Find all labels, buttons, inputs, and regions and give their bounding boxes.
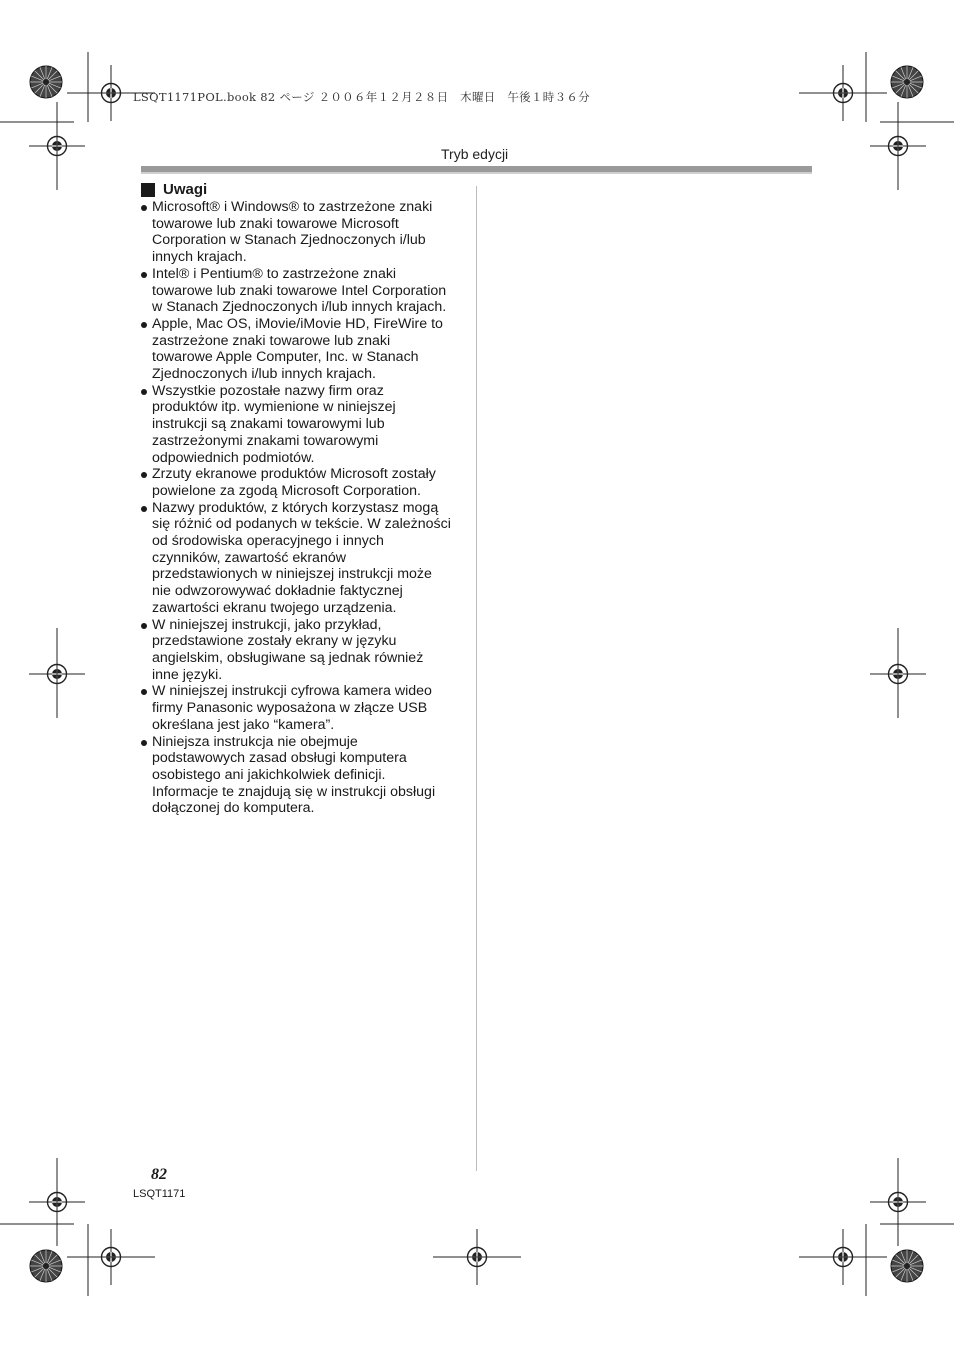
note-item <box>141 266 471 316</box>
notes-heading-text: Uwagi <box>163 181 208 198</box>
note-item <box>141 316 471 383</box>
print-header: LSQT1171POL.book 82 ページ ２００６年１２月２８日 木曜日 午後１時３６分 <box>133 90 590 104</box>
bullet-icon <box>141 506 147 512</box>
note-line: Microsoft® i Windows® to zastrzeżone znaki <box>152 199 433 215</box>
note-line: Intel® i Pentium® to zastrzeżone znaki <box>152 265 397 282</box>
note-line: przedstawione zostały ekrany w języku <box>152 633 397 650</box>
note-line: zastrzeżonymi znakami towarowymi <box>152 432 379 449</box>
note-line: towarowe Apple Computer, Inc. w Stanach <box>152 349 419 366</box>
notes-section <box>141 180 471 817</box>
header-bar-underline <box>141 172 812 174</box>
note-item <box>141 734 471 818</box>
note-line: W niniejszej instrukcji, jako przykład, <box>152 616 382 633</box>
note-line: inne języki. <box>152 666 223 683</box>
note-line: powielone za zgodą Microsoft Corporation. <box>152 482 421 499</box>
note-line: innych krajach. <box>152 249 247 266</box>
note-line: Nazwy produktów, z których korzystasz mogą <box>152 499 439 516</box>
note-line: w Stanach Zjednoczonych i/lub innych krajach. <box>152 299 447 316</box>
note-line: dołączonej do komputera. <box>152 800 315 817</box>
note-line: od środowiska operacyjnego i innych <box>152 533 384 550</box>
section-label: Tryb edycji <box>441 146 509 162</box>
note-line: Informacje te znajdują się w instrukcji obsługi <box>152 783 436 800</box>
column-divider <box>476 186 477 1171</box>
note-item <box>141 617 471 684</box>
notes-heading <box>141 180 471 199</box>
square-bullet-icon <box>141 183 155 197</box>
bullet-icon <box>141 689 147 695</box>
note-line: towarowe lub znaki towarowe Intel Corporation <box>152 282 447 299</box>
note-line: Niniejsza instrukcja nie obejmuje <box>152 733 358 750</box>
page-number: 82 <box>151 1166 167 1183</box>
note-line: Zrzuty ekranowe produktów Microsoft zostały <box>152 466 436 483</box>
note-line: osobistego ani jakichkolwiek definicji. <box>152 766 386 783</box>
note-line: Wszystkie pozostałe nazwy firm oraz <box>152 382 384 399</box>
note-line: Corporation w Stanach Zjednoczonych i/lub <box>152 232 426 249</box>
note-line: nie odwzorowywać dokładnie faktycznej <box>152 583 403 600</box>
note-line: czynników, zawartość ekranów <box>152 549 346 566</box>
bullet-icon <box>141 389 147 395</box>
note-item <box>141 466 471 499</box>
note-line: Apple, Mac OS, iMovie/iMovie HD, FireWire to <box>152 315 443 332</box>
bullet-icon <box>141 322 147 328</box>
note-line: W niniejszej instrukcji cyfrowa kamera wideo <box>152 683 432 700</box>
note-line: towarowe lub znaki towarowe Microsoft <box>152 215 399 232</box>
note-item <box>141 683 471 733</box>
note-line: angielskim, obsługiwane są jednak również <box>152 649 424 666</box>
bullet-icon <box>141 623 147 629</box>
note-item <box>141 199 471 266</box>
note-item <box>141 500 471 617</box>
note-item <box>141 383 471 467</box>
bullet-icon <box>141 272 147 278</box>
note-line: zawartości ekranu twojego urządzenia. <box>152 599 397 616</box>
note-line: Zjednoczonych i/lub innych krajach. <box>152 366 376 383</box>
note-line: odpowiednich podmiotów. <box>152 449 315 466</box>
note-line: się różnić od podanych w tekście. W zależności <box>152 516 451 533</box>
bullet-icon <box>141 472 147 478</box>
note-line: instrukcji są znakami towarowymi lub <box>152 416 385 433</box>
bullet-icon <box>141 205 147 211</box>
bullet-icon <box>141 740 147 746</box>
document-code: LSQT1171 <box>133 1188 186 1200</box>
note-line: zastrzeżone znaki towarowe lub znaki <box>152 332 391 349</box>
notes-list <box>141 199 471 817</box>
note-line: określana jest jako “kamera”. <box>152 716 335 733</box>
note-line: podstawowych zasad obsługi komputera <box>152 750 407 767</box>
note-line: produktów itp. wymienione w niniejszej <box>152 399 396 416</box>
note-line: przedstawionych w niniejszej instrukcji może <box>152 566 432 583</box>
note-line: firmy Panasonic wyposażona w złącze USB <box>152 700 428 717</box>
